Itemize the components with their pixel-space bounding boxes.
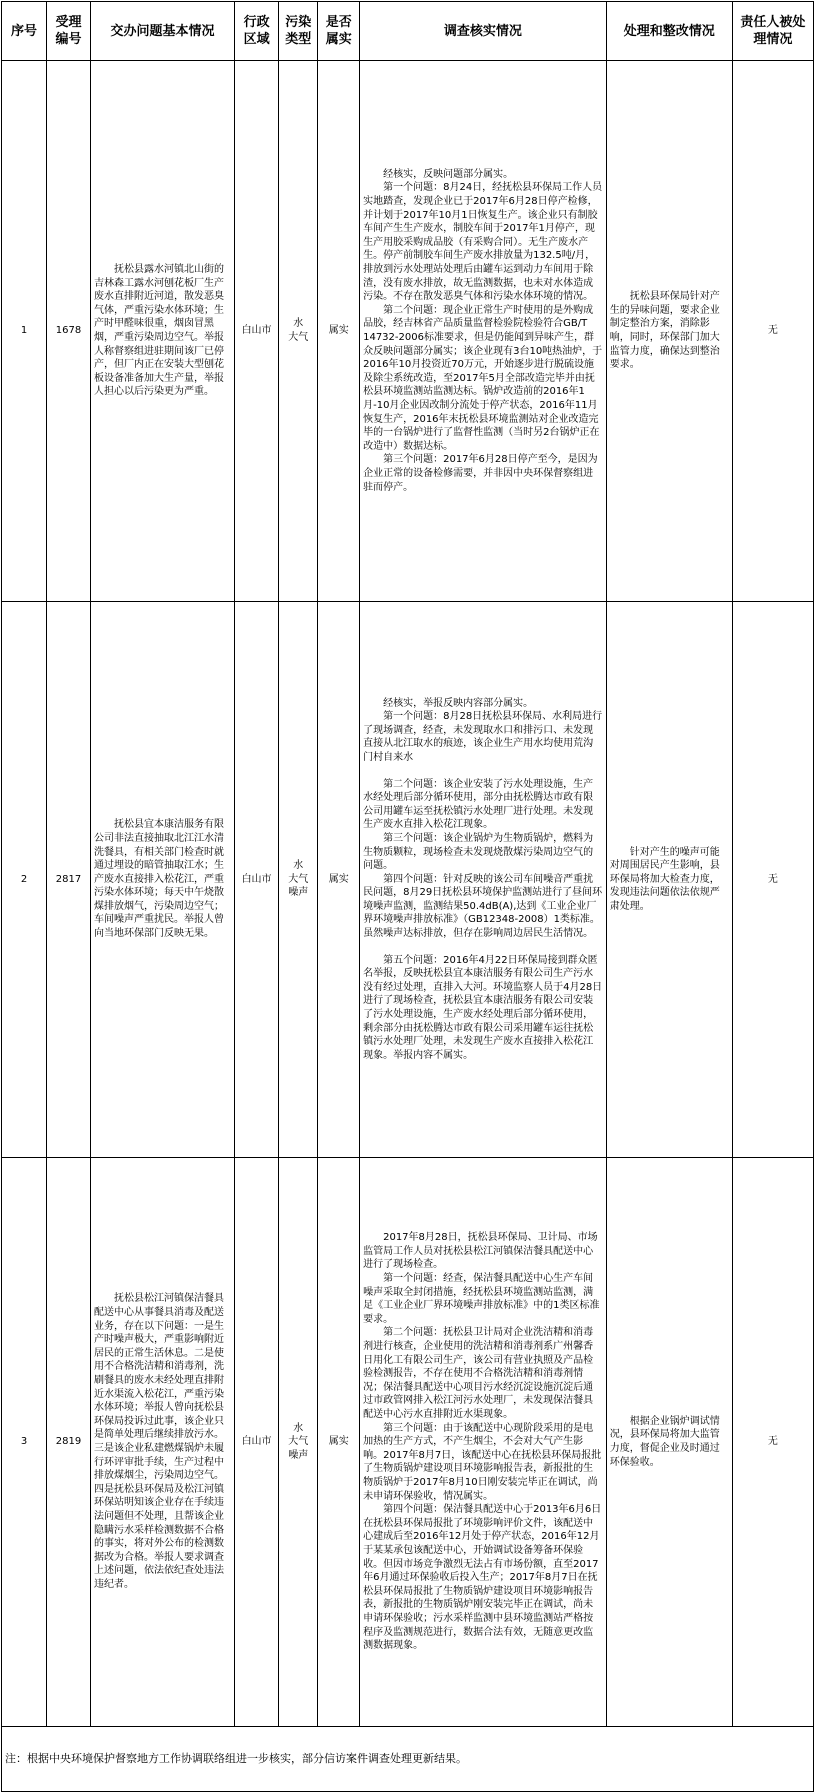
cell-problem: 抚松县宜本康洁服务有限公司非法直接抽取北江江水清洗餐具，有相关部门检查时就通过埋设的暗管抽取江水；生产废水直接排入松花江，严重污染水体环境；每天中午烧散煤排放烟气，污染周边空气；车间噪声严重扰民。举报人曾向当地环保部门反映无果。 [90, 602, 234, 1158]
cell-pollution: 水 大气 噪声 [279, 1158, 318, 1727]
cell-case-no: 2817 [47, 602, 91, 1158]
investigation-paragraph: 第一个问题：8月24日，经抚松县环保局工作人员实地踏查，发现企业已于2017年6月28日停产检修，并计划于2017年10月1日恢复生产。该企业只有制胶车间产生生产废水，制胶车间于2017年1月停产，现生产用胶采购成品胶（有采购合同）。无生产废水产生。停产前制胶车间生产废水排放量为132.5吨/月，排放到污水处理站处理后由罐车运到动力车间用于除渣，没有废水排放，故无监测数据，也未对水体造成污染。不存在散发恶臭气体和污染水体环境的情况。 [363, 182, 603, 303]
cell-verified: 属实 [318, 61, 360, 602]
cell-investigation [360, 61, 607, 602]
table-row [2, 602, 814, 1158]
cell-case-no: 2819 [47, 1158, 91, 1727]
investigation-paragraph: 第一个问题：8月28日抚松县环保局、水利局进行了现场调查，经查，未发现取水口和排污口、未发现直接从北江取水的痕迹，该企业生产用水均使用荒沟门村自来水 [363, 711, 603, 763]
cell-seq: 3 [2, 1158, 47, 1727]
investigation-paragraph: 第三个问题：由于该配送中心现阶段采用的是电加热的生产方式，不产生烟尘，不会对大气产生影响。2017年8月7日，该配送中心在抚松县环保局报批了生物质锅炉建设项目环境影响报告表，新报批的生物质锅炉于2017年8月10日刚安装完毕正在调试，尚未申请环保验收，情况属实。 [363, 1422, 602, 1502]
cell-handling: 针对产生的噪声可能对周围居民产生影响，县环保局将加大检查力度，发现违法问题依法依规严肃处理。 [606, 602, 732, 1158]
cell-responsible: 无 [732, 1158, 813, 1727]
header-investigation: 调查核实情况 [360, 2, 607, 61]
cell-problem: 抚松县露水河镇北山街的吉林森工露水河刨花板厂生产废水直排附近河道，散发恶臭气体，严重污染水体环境；生产时甲醛味很重，烟囱冒黑烟，严重污染周边空气。举报人称督察组进驻期间该厂已停产，但厂内正在安装大型刨花板设备准备加大生产量，举报人担心以后污染更为严重。 [90, 61, 234, 602]
investigation-paragraph: 第三个问题：该企业锅炉为生物质锅炉，燃料为生物质颗粒，现场检查未发现烧散煤污染周边空气的问题。 [363, 832, 594, 872]
investigation-paragraph: 2017年8月28日，抚松县环保局、卫计局、市场监管局工作人员对抚松县松江河镇保洁餐具配送中心进行了现场检查。 [363, 1232, 598, 1271]
cell-investigation [360, 1158, 607, 1727]
cell-pollution: 水 大气 噪声 [279, 602, 318, 1158]
cell-responsible: 无 [732, 602, 813, 1158]
cell-region: 白山市 [235, 602, 279, 1158]
investigation-paragraph: 第二个问题：该企业安装了污水处理设施，生产水经处理后部分循环使用，部分由抚松腾达市政有限公司用罐车运至抚松镇污水处理厂进行处理。未发现生产废水直排入松花江现象。 [363, 778, 594, 831]
header-pollution: 污染类型 [279, 2, 318, 61]
header-verified: 是否属实 [318, 2, 360, 61]
cell-region: 白山市 [235, 1158, 279, 1727]
cell-pollution: 水 大气 [279, 61, 318, 602]
cell-handling: 抚松县环保局针对产生的异味问题，要求企业制定整治方案，消除影响，同时，环保部门加大监管力度，确保达到整治要求。 [606, 61, 732, 602]
cell-verified: 属实 [318, 602, 360, 1158]
investigation-paragraph: 第一个问题：经查，保洁餐具配送中心生产车间噪声采取全封闭措施，经抚松县环境监测站监测，满足《工业企业厂界环境噪声排放标准》中的1类区标准要求。 [363, 1273, 600, 1325]
case-table [1, 1, 814, 1792]
header-region: 行政区域 [235, 2, 279, 61]
investigation-paragraph: 第三个问题：2017年6月28日停产至今，是因为企业正常的设备检修需要，并非因中央环保督察组进驻而停产。 [363, 454, 598, 493]
investigation-paragraph: 第二个问题：抚松县卫计局对企业洗洁精和消毒剂进行核查，企业使用的洗洁精和消毒剂系广州馨香日用化工有限公司生产，该公司有营业执照及产品检验检测报告，不存在使用不合格洗洁精和消毒剂情况；保洁餐具配送中心项目污水经沉淀设施沉淀后通过市政管网排入松江河污水处理厂，未发现保洁餐具配送中心污水直排附近水渠现象。 [363, 1327, 594, 1421]
cell-problem: 抚松县松江河镇保洁餐具配送中心从事餐具消毒及配送业务，存在以下问题：一是生产时噪声极大，严重影响附近居民的正常生活休息。二是使用不合格洗洁精和消毒剂，洗刷餐具的废水未经处理直排附近水渠流入松花江，严重污染水体环境；举报人曾向抚松县环保局投诉过此事，该企业只是简单处理后继续排放污水。三是该企业私建燃煤锅炉未履行环评审批手续，生产过程中排放煤烟尘，污染周边空气。四是抚松县环保局及松江河镇环保站明知该企业存在手续违法问题但不处理，且帮该企业隐瞒污水采样检测数据不合格的事实，将对外公布的检测数据改为合格。举报人要求调查上述问题，依法依纪查处违法违纪者。 [90, 1158, 234, 1727]
cell-seq: 2 [2, 602, 47, 1158]
cell-handling: 根据企业锅炉调试情况，县环保局将加大监管力度，督促企业及时通过环保验收。 [606, 1158, 732, 1727]
header-responsible: 责任人被处理情况 [732, 2, 813, 61]
cell-verified: 属实 [318, 1158, 360, 1727]
investigation-paragraph: 第四个问题：保洁餐具配送中心于2013年6月6日在抚松县环保局报批了环境影响评价文件，该配送中心建成后至2016年12月处于停产状态，2016年12月于某某承包该配送中心，开始调试设备筹备环保验收。但因市场竞争激烈无法占有市场份额，直至2017年6月通过环保验收后投入生产；2017年8月7日在抚松县环保局报批了生物质锅炉建设项目环境影响报告表，新报批的生物质锅炉刚安装完毕正在调试，尚未申请环保验收；污水采样监测中县环境监测站严格按程序及监测规范进行，数据合法有效，无随意更改监测数据现象。 [363, 1504, 602, 1652]
cell-responsible: 无 [732, 61, 813, 602]
cell-case-no: 1678 [47, 61, 91, 602]
header-problem: 交办问题基本情况 [90, 2, 234, 61]
note-row [2, 1727, 814, 1792]
investigation-paragraph: 第四个问题：针对反映的该公司车间噪音严重扰民问题，8月29日抚松县环境保护监测站进行了昼间环境噪声监测，监测结果50.4dB(A),达到《工业企业厂界环境噪声排放标准》（GB12348-2008）1类标准。虽然噪声达标排放，但存在影响周边居民生活情况。 [363, 873, 603, 940]
table-row [2, 61, 814, 602]
header-handling: 处理和整改情况 [606, 2, 732, 61]
cell-investigation [360, 602, 607, 1158]
cell-seq: 1 [2, 61, 47, 602]
header-case-no: 受理编号 [47, 2, 91, 61]
investigation-paragraph: 经核实，举报反映内容部分属实。 [383, 697, 534, 709]
investigation-paragraph: 第五个问题：2016年4月22日环保局接到群众匿名举报，反映抚松县宜本康洁服务有限公司生产污水没有经过处理，直排入大河。环境监察人员于4月28日进行了现场检查，抚松县宜本康洁服务有限公司安装了污水处理设施，生产废水经处理后部分循环使用，剩余部分由抚松腾达市政有限公司采用罐车运往抚松镇污水处理厂处理，未发现生产废水直接排入松花江现象。举报内容不属实。 [363, 954, 603, 1061]
header-row [2, 2, 814, 61]
table-row [2, 1158, 814, 1727]
investigation-paragraph: 第二个问题：现企业正常生产时使用的是外购成品胶，经吉林省产品质量监督检验院检验符合GB/T 14732-2006标准要求，但是仍能闻到异味产生，群众反映问题部分属实；该企业现有3台10吨热油炉，于2016年10月投资近70万元，开始逐步进行脱硫设施及除尘系统改造，至2017年5月全部改造完毕并由抚松县环境监测站监测达标。锅炉改造前的2016年1月-10月企业因改制分流处于停产状态，2016年11月恢复生产，2016年末抚松县环境监测站对企业改造完毕的一台锅炉进行了监督性监测（当时另2台锅炉正在改造中）数据达标。 [363, 304, 603, 452]
cell-region: 白山市 [235, 61, 279, 602]
footnote: 注：根据中央环境保护督察地方工作协调联络组进一步核实，部分信访案件调查处理更新结果。 [2, 1727, 814, 1792]
investigation-paragraph: 经核实，反映问题部分属实。 [383, 168, 514, 180]
header-seq: 序号 [2, 2, 47, 61]
